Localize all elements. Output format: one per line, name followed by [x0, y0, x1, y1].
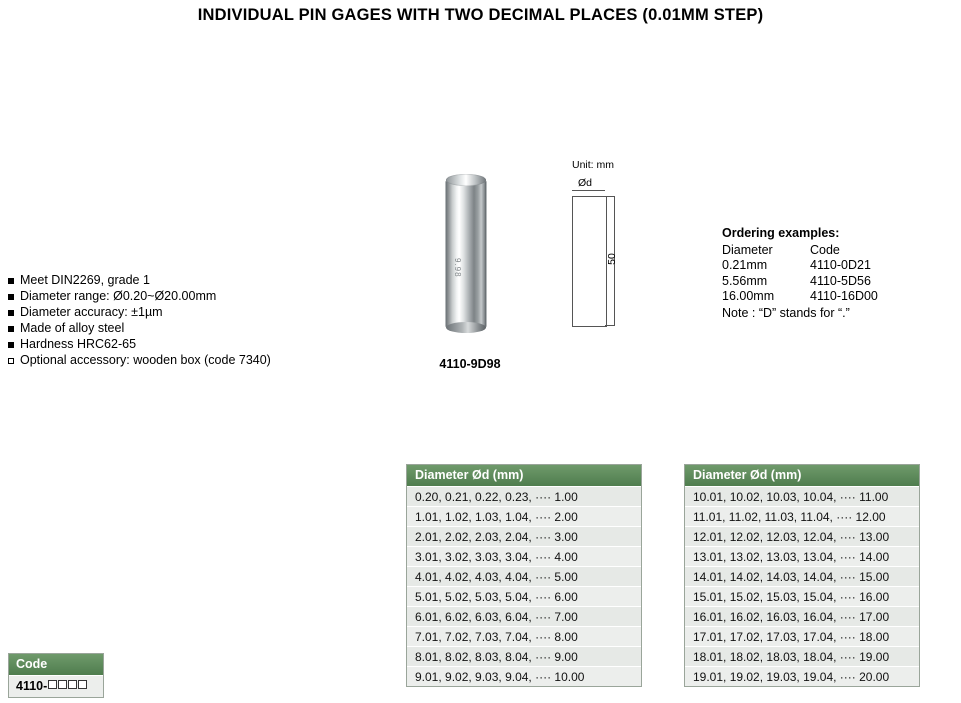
code-prefix: 4110-	[16, 679, 48, 693]
table-header: Diameter Ød (mm)	[685, 465, 919, 486]
code-box	[8, 653, 104, 698]
code-box-header: Code	[9, 654, 103, 675]
width-dimension-line	[572, 190, 605, 191]
code-placeholder-squares	[47, 679, 87, 693]
feature-text: Optional accessory: wooden box (code 7340)	[20, 353, 271, 367]
ordering-examples	[722, 226, 878, 321]
table-row: 10.01, 10.02, 10.03, 10.04, ···· 11.00	[685, 486, 919, 506]
ordering-diameter: 16.00mm	[722, 289, 775, 303]
pin-etched-value: 9.98	[453, 258, 462, 278]
table-row: 19.01, 19.02, 19.03, 19.04, ···· 20.00	[685, 666, 919, 686]
square-bullet-icon	[8, 326, 14, 332]
square-bullet-icon	[8, 294, 14, 300]
ordering-code: 4110-5D56	[810, 273, 871, 288]
feature-text: Diameter accuracy: ±1µm	[20, 305, 163, 319]
code-placeholder-square	[68, 680, 77, 689]
list-item	[8, 305, 338, 321]
table-row: 11.01, 11.02, 11.03, 11.04, ···· 12.00	[685, 506, 919, 526]
list-item	[8, 337, 338, 353]
table-row: 12.01, 12.02, 12.03, 12.04, ···· 13.00	[685, 526, 919, 546]
ordering-header-row	[722, 243, 878, 259]
features-list	[8, 273, 338, 369]
table-row: 7.01, 7.02, 7.03, 7.04, ···· 8.00	[407, 626, 641, 646]
table-row	[722, 289, 878, 305]
ordering-code: 4110-0D21	[810, 258, 871, 272]
table-row: 14.01, 14.02, 14.03, 14.04, ···· 15.00	[685, 566, 919, 586]
table-row: 8.01, 8.02, 8.03, 8.04, ···· 9.00	[407, 646, 641, 666]
table-row: 6.01, 6.02, 6.03, 6.04, ···· 7.00	[407, 606, 641, 626]
feature-text: Diameter range: Ø0.20~Ø20.00mm	[20, 289, 217, 303]
diameter-table-left	[406, 464, 642, 687]
table-row: 15.01, 15.02, 15.03, 15.04, ···· 16.00	[685, 586, 919, 606]
table-row: 5.01, 5.02, 5.03, 5.04, ···· 6.00	[407, 586, 641, 606]
table-row: 2.01, 2.02, 2.03, 2.04, ···· 3.00	[407, 526, 641, 546]
table-row: 13.01, 13.02, 13.03, 13.04, ···· 14.00	[685, 546, 919, 566]
dimension-tick	[605, 325, 615, 326]
pin-gage-image	[440, 170, 492, 335]
ordering-col-code-header: Code	[810, 242, 840, 257]
pin-schematic-rect	[572, 196, 607, 327]
length-dimension-label: 50	[605, 253, 618, 265]
pin-caption: 4110-9D98	[439, 357, 501, 371]
pin-bottom-face	[446, 322, 486, 333]
ordering-heading: Ordering examples:	[722, 226, 840, 240]
unit-label: Unit: mm	[572, 159, 614, 171]
list-item	[8, 273, 338, 289]
code-placeholder-square	[58, 680, 67, 689]
table-row: 16.01, 16.02, 16.03, 16.04, ···· 17.00	[685, 606, 919, 626]
square-bullet-icon	[8, 342, 14, 348]
ordering-code: 4110-16D00	[810, 289, 878, 303]
table-row	[722, 258, 878, 274]
pin-body	[446, 180, 486, 328]
table-header: Diameter Ød (mm)	[407, 465, 641, 486]
code-placeholder-square	[48, 680, 57, 689]
ordering-col-diameter-header: Diameter	[722, 242, 773, 257]
ordering-note: Note : “D” stands for “.”	[722, 305, 850, 320]
list-item	[8, 353, 338, 369]
pin-top-face	[446, 174, 486, 186]
dimension-tick	[605, 196, 615, 197]
list-item	[8, 289, 338, 305]
ordering-diameter: 5.56mm	[722, 273, 768, 288]
feature-text: Meet DIN2269, grade 1	[20, 273, 150, 287]
code-box-value	[9, 675, 103, 697]
table-row: 4.01, 4.02, 4.03, 4.04, ···· 5.00	[407, 566, 641, 586]
code-placeholder-square	[78, 680, 87, 689]
list-item	[8, 321, 338, 337]
table-row	[722, 274, 878, 290]
feature-text: Made of alloy steel	[20, 321, 125, 335]
table-row: 18.01, 18.02, 18.03, 18.04, ···· 19.00	[685, 646, 919, 666]
table-row: 17.01, 17.02, 17.03, 17.04, ···· 18.00	[685, 626, 919, 646]
table-row: 3.01, 3.02, 3.03, 3.04, ···· 4.00	[407, 546, 641, 566]
hollow-square-bullet-icon	[8, 358, 14, 364]
table-row: 1.01, 1.02, 1.03, 1.04, ···· 2.00	[407, 506, 641, 526]
table-row: 0.20, 0.21, 0.22, 0.23, ···· 1.00	[407, 486, 641, 506]
square-bullet-icon	[8, 310, 14, 316]
feature-text: Hardness HRC62-65	[20, 337, 137, 351]
ordering-diameter: 0.21mm	[722, 258, 768, 272]
page-title: INDIVIDUAL PIN GAGES WITH TWO DECIMAL PLACES (0.01MM STEP)	[197, 6, 764, 24]
diameter-table-right	[684, 464, 920, 687]
table-row: 9.01, 9.02, 9.03, 9.04, ···· 10.00	[407, 666, 641, 686]
square-bullet-icon	[8, 278, 14, 284]
diameter-dimension-label: Ød	[578, 177, 593, 189]
